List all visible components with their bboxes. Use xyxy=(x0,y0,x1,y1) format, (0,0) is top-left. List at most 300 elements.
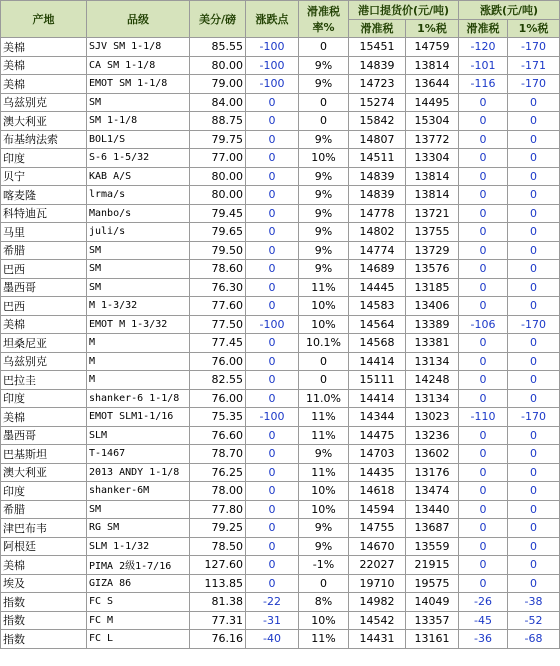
port-slide-cell: 14807 xyxy=(349,130,406,149)
grade-cell: T-1467 xyxy=(87,445,190,464)
change-pts-cell: -22 xyxy=(246,593,299,612)
origin-cell: 澳大利亚 xyxy=(1,112,87,131)
origin-cell: 巴拉圭 xyxy=(1,371,87,390)
slide-tax-cell: 9% xyxy=(299,260,349,279)
change-pts-cell: -40 xyxy=(246,630,299,649)
price-cell: 113.85 xyxy=(190,574,246,593)
change-1pct-cell: 0 xyxy=(508,112,560,131)
change-slide-cell: 0 xyxy=(459,371,508,390)
port-slide-cell: 19710 xyxy=(349,574,406,593)
port-1pct-cell: 13602 xyxy=(406,445,459,464)
slide-tax-cell: 10% xyxy=(299,315,349,334)
port-slide-cell: 14414 xyxy=(349,389,406,408)
slide-tax-cell: 11% xyxy=(299,426,349,445)
table-row xyxy=(1,593,560,612)
change-1pct-cell: -52 xyxy=(508,611,560,630)
port-1pct-cell: 21915 xyxy=(406,556,459,575)
port-1pct-cell: 13134 xyxy=(406,352,459,371)
grade-cell: SM xyxy=(87,260,190,279)
change-pts-cell: -100 xyxy=(246,38,299,57)
grade-cell: SJV SM 1-1/8 xyxy=(87,38,190,57)
port-1pct-cell: 14759 xyxy=(406,38,459,57)
origin-cell: 巴西 xyxy=(1,297,87,316)
origin-cell: 印度 xyxy=(1,149,87,168)
table-row xyxy=(1,334,560,353)
slide-tax-cell: 0 xyxy=(299,371,349,390)
origin-cell: 乌兹别克 xyxy=(1,352,87,371)
change-1pct-cell: -170 xyxy=(508,315,560,334)
slide-tax-cell: 10% xyxy=(299,149,349,168)
slide-tax-cell: 9% xyxy=(299,537,349,556)
price-cell: 79.50 xyxy=(190,241,246,260)
port-1pct-cell: 13381 xyxy=(406,334,459,353)
port-1pct-cell: 13389 xyxy=(406,315,459,334)
grade-cell: FC S xyxy=(87,593,190,612)
port-1pct-cell: 13185 xyxy=(406,278,459,297)
change-1pct-cell: -170 xyxy=(508,38,560,57)
change-1pct-cell: -171 xyxy=(508,56,560,75)
table-row xyxy=(1,130,560,149)
slide-tax-cell: 9% xyxy=(299,241,349,260)
change-slide-cell: 0 xyxy=(459,297,508,316)
change-1pct-cell: 0 xyxy=(508,130,560,149)
grade-cell: EMOT SM 1-1/8 xyxy=(87,75,190,94)
port-1pct-cell: 15304 xyxy=(406,112,459,131)
origin-cell: 布基纳法索 xyxy=(1,130,87,149)
price-cell: 76.00 xyxy=(190,389,246,408)
change-1pct-cell: 0 xyxy=(508,241,560,260)
port-slide-cell: 14445 xyxy=(349,278,406,297)
table-row xyxy=(1,186,560,205)
slide-tax-cell: 9% xyxy=(299,445,349,464)
change-pts-cell: -100 xyxy=(246,75,299,94)
origin-cell: 指数 xyxy=(1,611,87,630)
header-port-price: 港口提货价(元/吨) xyxy=(349,1,459,20)
slide-tax-cell: 11% xyxy=(299,278,349,297)
change-1pct-cell: 0 xyxy=(508,500,560,519)
grade-cell: M 1-3/32 xyxy=(87,297,190,316)
change-1pct-cell: 0 xyxy=(508,482,560,501)
grade-cell: FC M xyxy=(87,611,190,630)
change-pts-cell: 0 xyxy=(246,130,299,149)
slide-tax-cell: 0 xyxy=(299,93,349,112)
table-row xyxy=(1,149,560,168)
grade-cell: M xyxy=(87,334,190,353)
change-slide-cell: 0 xyxy=(459,278,508,297)
change-1pct-cell: 0 xyxy=(508,334,560,353)
grade-cell: shanker-6M xyxy=(87,482,190,501)
change-pts-cell: 0 xyxy=(246,445,299,464)
table-row xyxy=(1,389,560,408)
origin-cell: 埃及 xyxy=(1,574,87,593)
price-cell: 76.30 xyxy=(190,278,246,297)
change-slide-cell: 0 xyxy=(459,167,508,186)
origin-cell: 科特迪瓦 xyxy=(1,204,87,223)
change-slide-cell: -116 xyxy=(459,75,508,94)
price-cell: 79.65 xyxy=(190,223,246,242)
port-1pct-cell: 13644 xyxy=(406,75,459,94)
port-slide-cell: 14344 xyxy=(349,408,406,427)
change-pts-cell: 0 xyxy=(246,93,299,112)
port-slide-cell: 14475 xyxy=(349,426,406,445)
grade-cell: KAB A/S xyxy=(87,167,190,186)
grade-cell: SLM xyxy=(87,426,190,445)
change-slide-cell: 0 xyxy=(459,334,508,353)
slide-tax-cell: 0 xyxy=(299,352,349,371)
table-row xyxy=(1,611,560,630)
slide-tax-cell: 11% xyxy=(299,463,349,482)
grade-cell: RG SM xyxy=(87,519,190,538)
port-slide-cell: 22027 xyxy=(349,556,406,575)
origin-cell: 津巴布韦 xyxy=(1,519,87,538)
slide-tax-cell: 8% xyxy=(299,593,349,612)
port-slide-cell: 14723 xyxy=(349,75,406,94)
table-row xyxy=(1,112,560,131)
price-cell: 76.00 xyxy=(190,352,246,371)
change-1pct-cell: 0 xyxy=(508,223,560,242)
slide-tax-cell: 10% xyxy=(299,297,349,316)
port-slide-cell: 14839 xyxy=(349,186,406,205)
change-1pct-cell: 0 xyxy=(508,537,560,556)
change-pts-cell: 0 xyxy=(246,574,299,593)
port-1pct-cell: 13576 xyxy=(406,260,459,279)
port-slide-cell: 15842 xyxy=(349,112,406,131)
price-cell: 80.00 xyxy=(190,186,246,205)
slide-tax-cell: 9% xyxy=(299,167,349,186)
change-1pct-cell: -170 xyxy=(508,408,560,427)
change-pts-cell: 0 xyxy=(246,278,299,297)
port-slide-cell: 14839 xyxy=(349,56,406,75)
table-row xyxy=(1,167,560,186)
price-cell: 76.16 xyxy=(190,630,246,649)
slide-tax-cell: 9% xyxy=(299,56,349,75)
table-row xyxy=(1,556,560,575)
table-row xyxy=(1,574,560,593)
table-row xyxy=(1,482,560,501)
header-change-1pct: 1%税 xyxy=(508,19,560,38)
change-slide-cell: 0 xyxy=(459,204,508,223)
port-1pct-cell: 13721 xyxy=(406,204,459,223)
grade-cell: juli/s xyxy=(87,223,190,242)
grade-cell: EMOT SLM1-1/16 xyxy=(87,408,190,427)
table-row xyxy=(1,463,560,482)
table-body xyxy=(1,38,560,649)
grade-cell: S-6 1-5/32 xyxy=(87,149,190,168)
price-cell: 78.60 xyxy=(190,260,246,279)
port-slide-cell: 14435 xyxy=(349,463,406,482)
port-slide-cell: 14594 xyxy=(349,500,406,519)
grade-cell: 2013 ANDY 1-1/8 xyxy=(87,463,190,482)
change-slide-cell: 0 xyxy=(459,352,508,371)
price-cell: 127.60 xyxy=(190,556,246,575)
change-1pct-cell: 0 xyxy=(508,204,560,223)
table-row xyxy=(1,445,560,464)
change-slide-cell: -36 xyxy=(459,630,508,649)
header-price-usd: 美分/磅 xyxy=(190,1,246,38)
change-pts-cell: 0 xyxy=(246,112,299,131)
change-1pct-cell: -38 xyxy=(508,593,560,612)
price-cell: 79.45 xyxy=(190,204,246,223)
origin-cell: 马里 xyxy=(1,223,87,242)
grade-cell: lrma/s xyxy=(87,186,190,205)
change-1pct-cell: 0 xyxy=(508,519,560,538)
price-cell: 80.00 xyxy=(190,56,246,75)
change-1pct-cell: 0 xyxy=(508,445,560,464)
port-slide-cell: 14414 xyxy=(349,352,406,371)
slide-tax-cell: 9% xyxy=(299,75,349,94)
change-slide-cell: -120 xyxy=(459,38,508,57)
change-pts-cell: 0 xyxy=(246,389,299,408)
change-pts-cell: 0 xyxy=(246,186,299,205)
change-pts-cell: 0 xyxy=(246,260,299,279)
origin-cell: 美棉 xyxy=(1,56,87,75)
slide-tax-cell: 10% xyxy=(299,500,349,519)
price-cell: 79.75 xyxy=(190,130,246,149)
table-row xyxy=(1,371,560,390)
slide-tax-cell: 0 xyxy=(299,574,349,593)
change-slide-cell: 0 xyxy=(459,186,508,205)
price-cell: 78.70 xyxy=(190,445,246,464)
change-1pct-cell: 0 xyxy=(508,149,560,168)
grade-cell: SM xyxy=(87,500,190,519)
price-cell: 77.50 xyxy=(190,315,246,334)
port-1pct-cell: 13357 xyxy=(406,611,459,630)
port-slide-cell: 14982 xyxy=(349,593,406,612)
change-1pct-cell: 0 xyxy=(508,297,560,316)
change-pts-cell: 0 xyxy=(246,241,299,260)
origin-cell: 喀麦隆 xyxy=(1,186,87,205)
grade-cell: SLM 1-1/32 xyxy=(87,537,190,556)
change-pts-cell: 0 xyxy=(246,223,299,242)
slide-tax-cell: 10% xyxy=(299,611,349,630)
change-1pct-cell: -170 xyxy=(508,75,560,94)
change-slide-cell: 0 xyxy=(459,426,508,445)
change-1pct-cell: 0 xyxy=(508,463,560,482)
price-cell: 82.55 xyxy=(190,371,246,390)
header-slide-tax: 滑准税率% xyxy=(299,1,349,38)
port-1pct-cell: 13559 xyxy=(406,537,459,556)
origin-cell: 美棉 xyxy=(1,556,87,575)
slide-tax-cell: 0 xyxy=(299,38,349,57)
change-pts-cell: -100 xyxy=(246,315,299,334)
table-row xyxy=(1,260,560,279)
port-1pct-cell: 13304 xyxy=(406,149,459,168)
change-slide-cell: 0 xyxy=(459,389,508,408)
origin-cell: 希腊 xyxy=(1,241,87,260)
port-1pct-cell: 13687 xyxy=(406,519,459,538)
price-cell: 77.60 xyxy=(190,297,246,316)
change-slide-cell: 0 xyxy=(459,445,508,464)
table-row xyxy=(1,278,560,297)
change-pts-cell: -100 xyxy=(246,408,299,427)
port-slide-cell: 14670 xyxy=(349,537,406,556)
table-row xyxy=(1,38,560,57)
port-slide-cell: 15111 xyxy=(349,371,406,390)
origin-cell: 阿根廷 xyxy=(1,537,87,556)
port-1pct-cell: 13236 xyxy=(406,426,459,445)
port-slide-cell: 14774 xyxy=(349,241,406,260)
change-pts-cell: -31 xyxy=(246,611,299,630)
change-slide-cell: -45 xyxy=(459,611,508,630)
port-slide-cell: 14703 xyxy=(349,445,406,464)
origin-cell: 坦桑尼亚 xyxy=(1,334,87,353)
table-row xyxy=(1,56,560,75)
change-1pct-cell: -68 xyxy=(508,630,560,649)
price-cell: 77.31 xyxy=(190,611,246,630)
port-1pct-cell: 13474 xyxy=(406,482,459,501)
slide-tax-cell: 9% xyxy=(299,223,349,242)
header-change-slide: 滑准税 xyxy=(459,19,508,38)
port-1pct-cell: 13814 xyxy=(406,56,459,75)
origin-cell: 印度 xyxy=(1,389,87,408)
slide-tax-cell: -1% xyxy=(299,556,349,575)
change-slide-cell: 0 xyxy=(459,130,508,149)
table-row xyxy=(1,630,560,649)
grade-cell: SM xyxy=(87,241,190,260)
grade-cell: CA SM 1-1/8 xyxy=(87,56,190,75)
origin-cell: 指数 xyxy=(1,630,87,649)
change-slide-cell: 0 xyxy=(459,260,508,279)
port-1pct-cell: 14049 xyxy=(406,593,459,612)
price-cell: 77.80 xyxy=(190,500,246,519)
change-pts-cell: 0 xyxy=(246,352,299,371)
change-1pct-cell: 0 xyxy=(508,167,560,186)
change-pts-cell: 0 xyxy=(246,204,299,223)
change-1pct-cell: 0 xyxy=(508,352,560,371)
port-1pct-cell: 13134 xyxy=(406,389,459,408)
slide-tax-cell: 9% xyxy=(299,186,349,205)
port-slide-cell: 14564 xyxy=(349,315,406,334)
grade-cell: M xyxy=(87,371,190,390)
price-cell: 78.50 xyxy=(190,537,246,556)
table-row xyxy=(1,500,560,519)
port-slide-cell: 14689 xyxy=(349,260,406,279)
change-slide-cell: 0 xyxy=(459,500,508,519)
port-slide-cell: 14778 xyxy=(349,204,406,223)
slide-tax-cell: 9% xyxy=(299,204,349,223)
grade-cell: SM xyxy=(87,278,190,297)
change-slide-cell: -26 xyxy=(459,593,508,612)
header-port-slide: 滑准税 xyxy=(349,19,406,38)
price-cell: 76.60 xyxy=(190,426,246,445)
table-row xyxy=(1,241,560,260)
port-1pct-cell: 13755 xyxy=(406,223,459,242)
grade-cell: M xyxy=(87,352,190,371)
change-pts-cell: 0 xyxy=(246,500,299,519)
change-slide-cell: 0 xyxy=(459,463,508,482)
header-port-1pct: 1%税 xyxy=(406,19,459,38)
price-cell: 77.45 xyxy=(190,334,246,353)
change-pts-cell: 0 xyxy=(246,556,299,575)
change-slide-cell: 0 xyxy=(459,112,508,131)
port-slide-cell: 14431 xyxy=(349,630,406,649)
grade-cell: GIZA 86 xyxy=(87,574,190,593)
table-row xyxy=(1,223,560,242)
change-slide-cell: 0 xyxy=(459,93,508,112)
port-1pct-cell: 13814 xyxy=(406,186,459,205)
header-origin: 产地 xyxy=(1,1,87,38)
table-row xyxy=(1,352,560,371)
grade-cell: SM 1-1/8 xyxy=(87,112,190,131)
slide-tax-cell: 10.1% xyxy=(299,334,349,353)
port-1pct-cell: 14248 xyxy=(406,371,459,390)
origin-cell: 贝宁 xyxy=(1,167,87,186)
port-slide-cell: 14618 xyxy=(349,482,406,501)
change-1pct-cell: 0 xyxy=(508,371,560,390)
change-slide-cell: 0 xyxy=(459,519,508,538)
origin-cell: 澳大利亚 xyxy=(1,463,87,482)
change-slide-cell: 0 xyxy=(459,241,508,260)
change-1pct-cell: 0 xyxy=(508,389,560,408)
change-slide-cell: 0 xyxy=(459,556,508,575)
port-1pct-cell: 19575 xyxy=(406,574,459,593)
table-row xyxy=(1,204,560,223)
header-change-yuan: 涨跌(元/吨) xyxy=(459,1,560,20)
change-pts-cell: 0 xyxy=(246,149,299,168)
origin-cell: 美棉 xyxy=(1,38,87,57)
change-slide-cell: 0 xyxy=(459,149,508,168)
table-row xyxy=(1,519,560,538)
change-pts-cell: 0 xyxy=(246,167,299,186)
origin-cell: 巴基斯坦 xyxy=(1,445,87,464)
change-pts-cell: 0 xyxy=(246,371,299,390)
grade-cell: BOL1/S xyxy=(87,130,190,149)
price-cell: 75.35 xyxy=(190,408,246,427)
port-slide-cell: 14839 xyxy=(349,167,406,186)
price-cell: 79.00 xyxy=(190,75,246,94)
change-pts-cell: 0 xyxy=(246,297,299,316)
change-1pct-cell: 0 xyxy=(508,556,560,575)
change-pts-cell: 0 xyxy=(246,463,299,482)
origin-cell: 希腊 xyxy=(1,500,87,519)
change-slide-cell: -106 xyxy=(459,315,508,334)
port-slide-cell: 15451 xyxy=(349,38,406,57)
port-1pct-cell: 13161 xyxy=(406,630,459,649)
port-1pct-cell: 13814 xyxy=(406,167,459,186)
change-1pct-cell: 0 xyxy=(508,260,560,279)
change-1pct-cell: 0 xyxy=(508,426,560,445)
port-slide-cell: 14511 xyxy=(349,149,406,168)
slide-tax-cell: 11% xyxy=(299,630,349,649)
port-slide-cell: 14583 xyxy=(349,297,406,316)
grade-cell: EMOT M 1-3/32 xyxy=(87,315,190,334)
origin-cell: 乌兹别克 xyxy=(1,93,87,112)
change-slide-cell: 0 xyxy=(459,482,508,501)
slide-tax-cell: 9% xyxy=(299,519,349,538)
price-cell: 81.38 xyxy=(190,593,246,612)
port-1pct-cell: 13023 xyxy=(406,408,459,427)
slide-tax-cell: 9% xyxy=(299,130,349,149)
price-cell: 80.00 xyxy=(190,167,246,186)
price-cell: 79.25 xyxy=(190,519,246,538)
origin-cell: 指数 xyxy=(1,593,87,612)
change-1pct-cell: 0 xyxy=(508,278,560,297)
change-pts-cell: 0 xyxy=(246,537,299,556)
price-cell: 77.00 xyxy=(190,149,246,168)
table-row xyxy=(1,426,560,445)
slide-tax-cell: 0 xyxy=(299,112,349,131)
origin-cell: 美棉 xyxy=(1,408,87,427)
price-cell: 88.75 xyxy=(190,112,246,131)
port-1pct-cell: 13440 xyxy=(406,500,459,519)
table-row xyxy=(1,315,560,334)
grade-cell: Manbo/s xyxy=(87,204,190,223)
port-1pct-cell: 13729 xyxy=(406,241,459,260)
table-row xyxy=(1,408,560,427)
table-row xyxy=(1,537,560,556)
change-slide-cell: 0 xyxy=(459,574,508,593)
port-slide-cell: 14542 xyxy=(349,611,406,630)
